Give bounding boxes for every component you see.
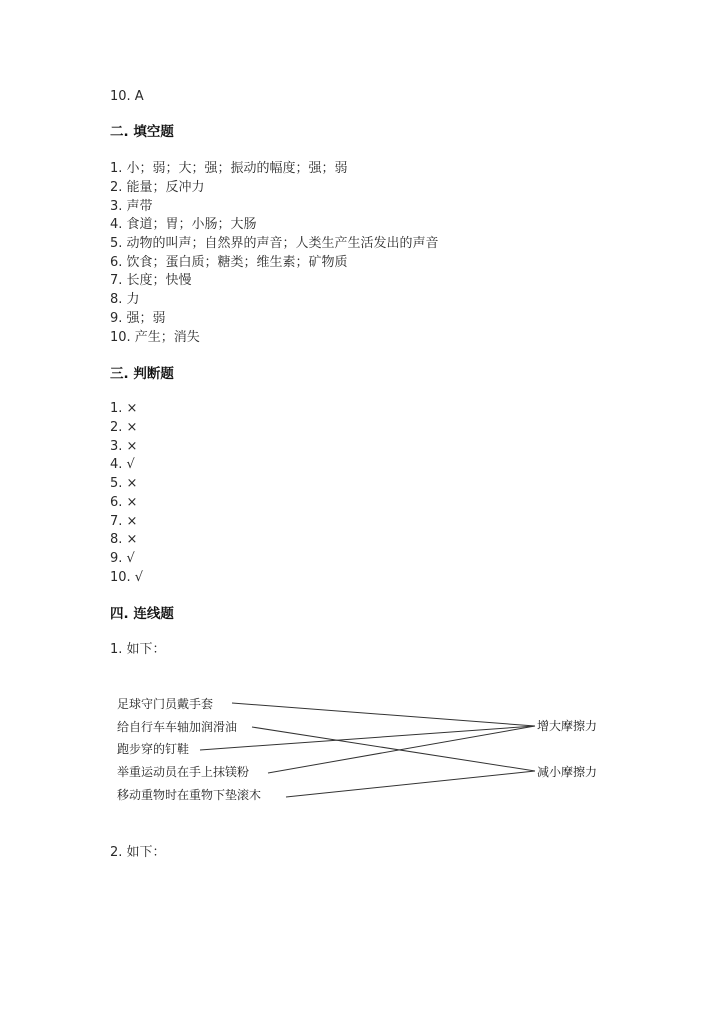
matching-line-4: [268, 726, 535, 773]
matching-line-1: [232, 703, 535, 726]
fill-answer-5: 5. 动物的叫声；自然界的声音；人类生产生活发出的声音: [110, 236, 439, 251]
judge-answer-9: 9. √: [110, 551, 135, 566]
fill-answer-6: 6. 饮食；蛋白质；糖类；维生素；矿物质: [110, 255, 348, 270]
answer-10-a: 10. A: [110, 89, 144, 104]
judge-answer-10: 10. √: [110, 570, 144, 585]
fill-answer-9: 9. 强；弱: [110, 311, 166, 326]
judge-answer-4: 4. √: [110, 457, 135, 472]
matching-left-item-2: 给自行车车轴加润滑油: [117, 720, 238, 734]
matching-q2-label: 2. 如下：: [110, 845, 166, 860]
matching-line-5: [286, 771, 535, 797]
fill-answer-10: 10. 产生；消失: [110, 330, 200, 345]
matching-right-item-1: 增大摩擦力: [537, 719, 598, 733]
matching-left-item-5: 移动重物时在重物下垫滚木: [117, 788, 262, 802]
fill-answer-2: 2. 能量；反冲力: [110, 180, 205, 195]
fill-answer-4: 4. 食道；胃；小肠；大肠: [110, 217, 257, 232]
fill-answer-3: 3. 声带: [110, 199, 153, 214]
section-4-heading: 四. 连线题: [110, 606, 174, 622]
judge-answer-6: 6. ×: [110, 495, 138, 510]
fill-answer-7: 7. 长度；快慢: [110, 273, 192, 288]
judge-answer-1: 1. ×: [110, 401, 138, 416]
fill-answer-1: 1. 小；弱；大；强；振动的幅度；强；弱: [110, 161, 348, 176]
judge-answer-2: 2. ×: [110, 420, 138, 435]
judge-answer-3: 3. ×: [110, 439, 138, 454]
judge-answer-8: 8. ×: [110, 532, 138, 547]
section-2-heading: 二. 填空题: [110, 124, 174, 140]
section-3-heading: 三. 判断题: [110, 366, 174, 382]
fill-answer-8: 8. 力: [110, 292, 140, 307]
matching-q1-label: 1. 如下：: [110, 642, 166, 657]
judge-answer-7: 7. ×: [110, 514, 138, 529]
matching-right-item-2: 减小摩擦力: [537, 765, 598, 779]
matching-left-item-3: 跑步穿的钉鞋: [117, 742, 190, 756]
matching-left-item-1: 足球守门员戴手套: [117, 697, 214, 711]
matching-line-3: [200, 726, 535, 750]
matching-left-item-4: 举重运动员在手上抹镁粉: [117, 765, 250, 779]
judge-answer-5: 5. ×: [110, 476, 138, 491]
